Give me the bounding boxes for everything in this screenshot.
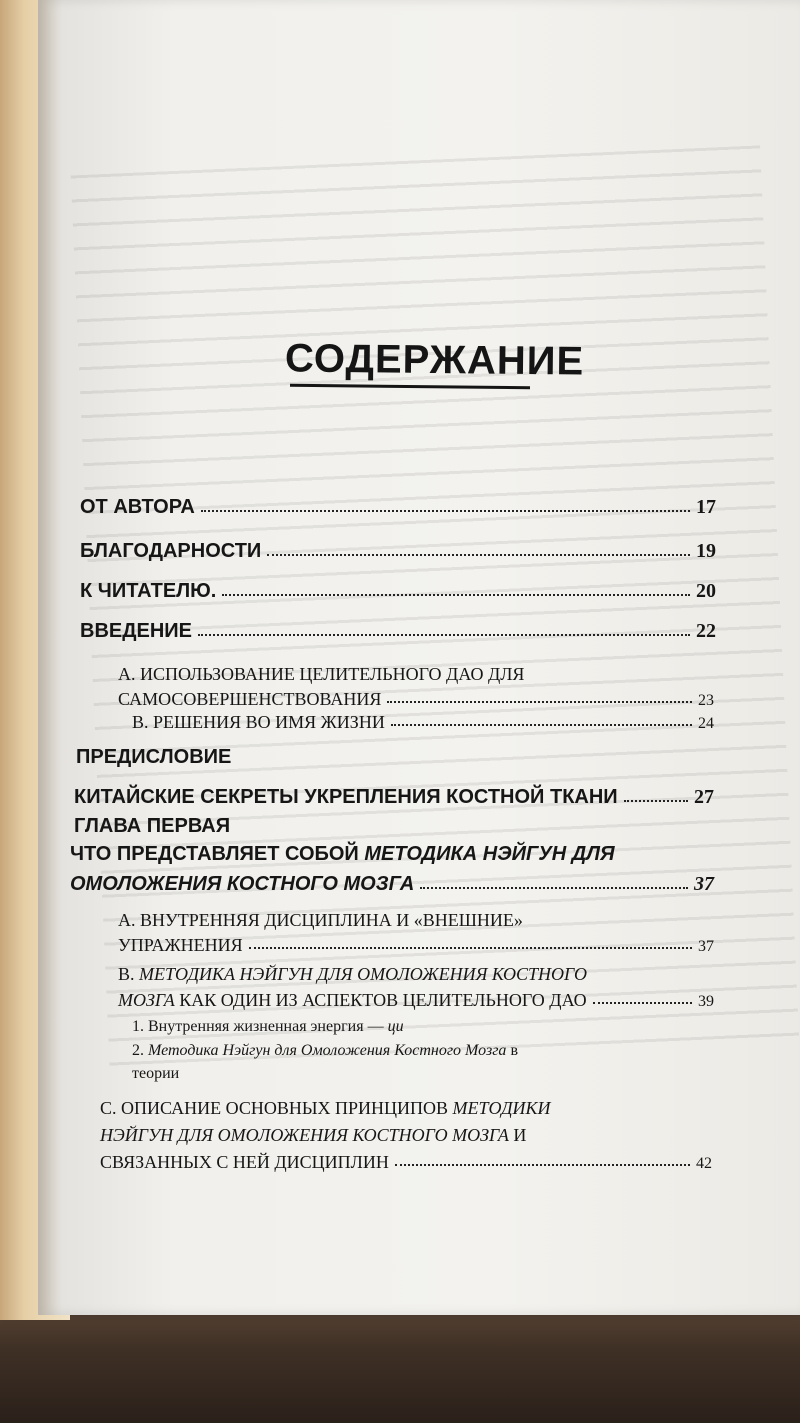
preface-title: ПРЕДИСЛОВИЕ [76, 746, 232, 768]
chapter1-line2-italic: МЕТОДИКА НЭЙГУН ДЛЯ [364, 843, 615, 865]
ch1-sub-b2-suffix: в [506, 1042, 518, 1059]
toc-entry-page: 37 [694, 873, 714, 895]
toc-entry-page: 23 [698, 692, 714, 709]
toc-entry-page: 37 [698, 938, 714, 955]
toc-entry-label: УПРАЖНЕНИЯ [118, 935, 243, 955]
toc-entry-page: 22 [696, 620, 716, 642]
toc-entry-page: 20 [696, 580, 716, 602]
chapter1-line2 [70, 843, 615, 866]
chapter1-entry [70, 873, 714, 896]
toc-entry-page: 42 [696, 1155, 712, 1172]
intro-sub-a [118, 689, 714, 710]
toc-entry-label: ОМОЛОЖЕНИЯ КОСТНОГО МОЗГА [70, 873, 415, 895]
toc-entry-page: 39 [698, 993, 714, 1010]
toc-entry-reader [80, 580, 716, 603]
ch1-sub-a [118, 935, 714, 956]
toc-entry-label: КИТАЙСКИЕ СЕКРЕТЫ УКРЕПЛЕНИЯ КОСТНОЙ ТКАНИ [74, 786, 618, 808]
leader-dots [267, 554, 690, 556]
ch1-sub-b1 [132, 1018, 404, 1036]
leader-dots [198, 634, 690, 636]
leader-dots [593, 1002, 692, 1004]
toc-entry-page: 27 [694, 786, 714, 808]
ch1-sub-b2 [132, 1042, 518, 1060]
toc-entry-label: ВВЕДЕНИЕ [80, 620, 192, 642]
ch1-sub-b1-regular: 1. Внутренняя жизненная энергия — [132, 1018, 388, 1035]
ch1-sub-c-line2-regular: И [508, 1125, 527, 1145]
toc-heading: СОДЕРЖАНИЕ [284, 336, 585, 384]
toc-entry-label: B. РЕШЕНИЯ ВО ИМЯ ЖИЗНИ [132, 712, 385, 732]
leader-dots [624, 800, 688, 802]
toc-entry-intro [80, 620, 716, 643]
ch1-sub-b [118, 990, 714, 1011]
leader-dots [201, 510, 690, 512]
toc-entry-page: 24 [698, 715, 714, 732]
ch1-sub-c-line2-italic: НЭЙГУН ДЛЯ ОМОЛОЖЕНИЯ КОСТНОГО МОЗГА [100, 1125, 509, 1145]
ch1-sub-b-italic: МЕТОДИКА НЭЙГУН ДЛЯ ОМОЛОЖЕНИЯ КОСТНОГО [139, 964, 588, 984]
ch1-sub-b-line1 [118, 964, 587, 985]
toc-entry-label: БЛАГОДАРНОСТИ [80, 540, 262, 562]
ch1-sub-b2-line2: теории [132, 1065, 180, 1082]
ch1-sub-a-line1: A. ВНУТРЕННЯЯ ДИСЦИПЛИНА И «ВНЕШНИЕ» [118, 910, 523, 930]
intro-sub-a-line1: A. ИСПОЛЬЗОВАНИЕ ЦЕЛИТЕЛЬНОГО ДАО ДЛЯ [118, 664, 525, 684]
leader-dots [391, 724, 692, 726]
toc-entry-page: 17 [696, 496, 716, 518]
ch1-sub-c-line1-italic: МЕТОДИКИ [452, 1098, 551, 1118]
chapter1-line2-regular: ЧТО ПРЕДСТАВЛЯЕТ СОБОЙ [70, 843, 365, 865]
ch1-sub-b1-italic: ци [387, 1018, 404, 1035]
ch1-sub-c-line1 [100, 1098, 551, 1119]
toc-entry-label: ОТ АВТОРА [80, 496, 195, 518]
ch1-sub-c [100, 1152, 712, 1173]
chapter1-title: ГЛАВА ПЕРВАЯ [74, 815, 231, 837]
leader-dots [387, 701, 692, 703]
preface-entry [74, 786, 714, 809]
ch1-sub-b-line2-regular: КАК ОДИН ИЗ АСПЕКТОВ ЦЕЛИТЕЛЬНОГО ДАО [174, 990, 587, 1010]
leader-dots [420, 887, 688, 889]
toc-entry-label: САМОСОВЕРШЕНСТВОВАНИЯ [118, 689, 382, 709]
toc-entry-label: К ЧИТАТЕЛЮ. [80, 580, 217, 602]
leader-dots [222, 594, 690, 596]
ch1-sub-b2-italic: Методика Нэйгун для Омоложения Костного Мозга [148, 1042, 507, 1059]
ch1-sub-b-prefix: B. [118, 964, 140, 984]
ch1-sub-b2-prefix: 2. [132, 1042, 148, 1059]
toc-entry-page: 19 [696, 540, 716, 562]
toc-entry-label [118, 990, 587, 1011]
leader-dots [395, 1164, 690, 1166]
ch1-sub-b-line2-italic: МОЗГА [118, 990, 175, 1010]
toc-entry-label: СВЯЗАННЫХ С НЕЙ ДИСЦИПЛИН [100, 1152, 389, 1172]
ch1-sub-c-line2 [100, 1125, 526, 1146]
leader-dots [249, 947, 692, 949]
ch1-sub-c-line1-regular: C. ОПИСАНИЕ ОСНОВНЫХ ПРИНЦИПОВ [100, 1098, 453, 1118]
intro-sub-b [132, 712, 714, 733]
toc-entry-thanks [80, 540, 716, 563]
toc-entry-author [80, 496, 716, 519]
wooden-surface [0, 1300, 800, 1423]
